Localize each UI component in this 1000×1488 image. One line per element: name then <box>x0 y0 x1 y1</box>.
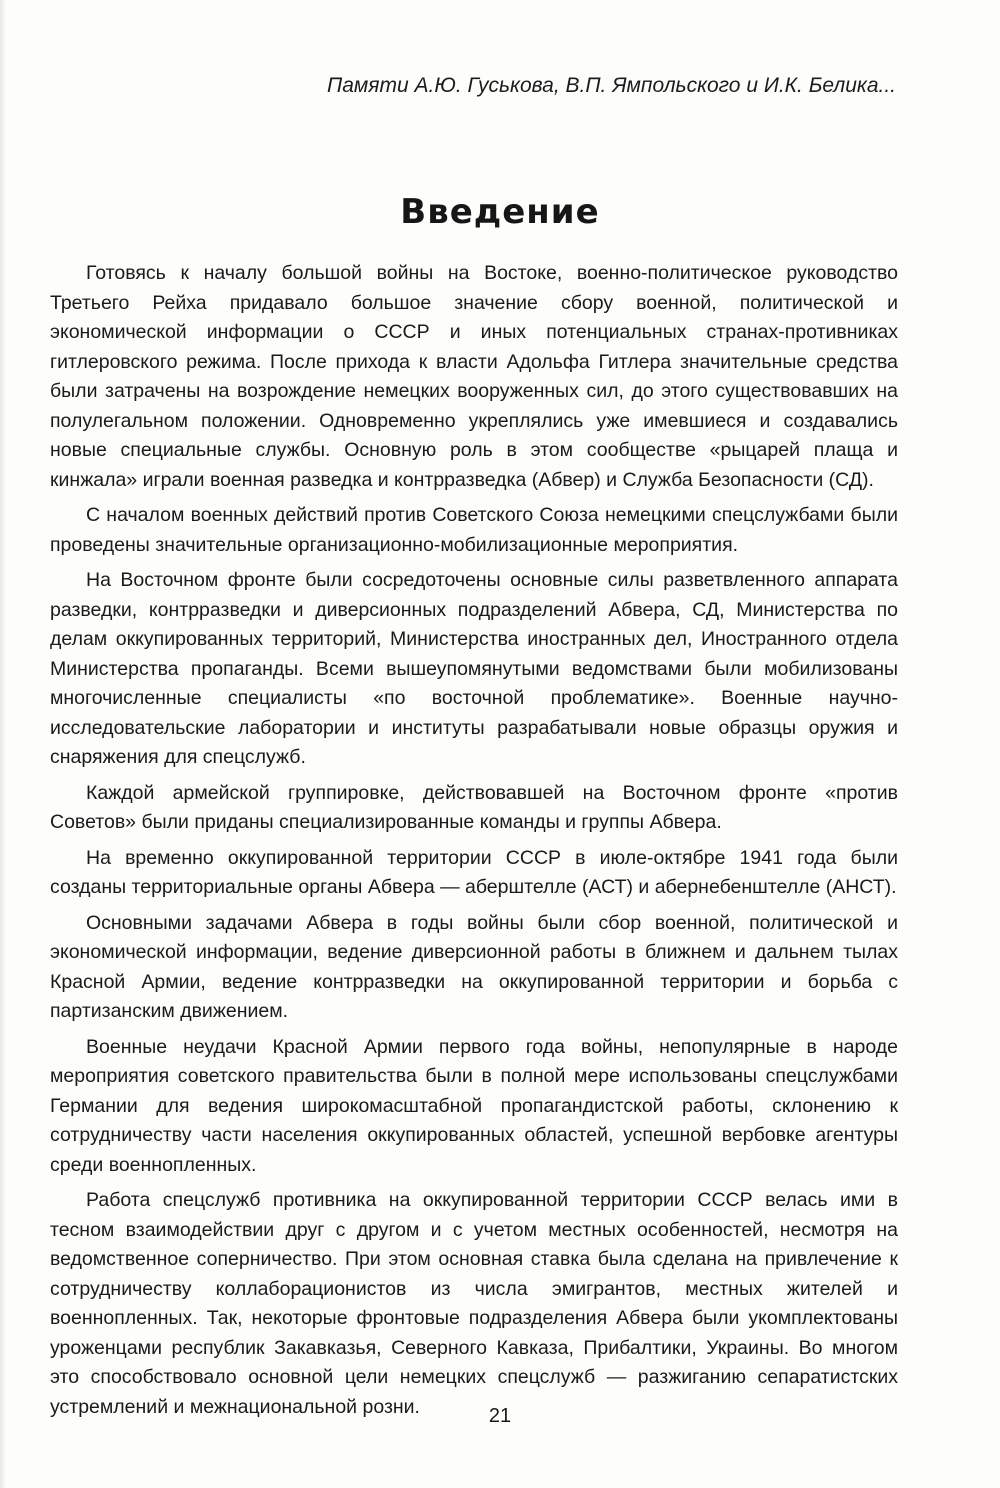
paragraph: Работа спецслужб противника на оккупированной территории СССР велась ими в тесном взаимодействии друг с другом и с учетом местных особенностей, несмотря на ведомственное соперничество. При этом основная ставка была сделана на привлечение к сотрудничеству коллаборационистов из числа эмигрантов, местных жителей и военнопленных. Так, некоторые фронтовые подразделения Абвера были укомплектованы уроженцами республик Закавказья, Северного Кавказа, Прибалтики, Украины. Во многом это способствовало основной цели немецких спецслужб — разжиганию сепаратистских устремлений и межнациональной розни. <box>50 1189 898 1418</box>
paragraph: Военные неудачи Красной Армии первого года войны, непопулярные в народе мероприятия советского правительства были в полной мере использованы спецслужбами Германии для ведения широкомасштабной пропагандистской работы, склонению к сотрудничеству части населения оккупированных областей, успешной вербовке агентуры среди военнопленных. <box>50 1035 898 1176</box>
running-header: Памяти А.Ю. Гуськова, В.П. Ямпольского и И.К. Белика... <box>327 74 896 97</box>
page-number: 21 <box>488 1405 512 1427</box>
paragraph: С началом военных действий против Советского Союза немецкими спецслужбами были проведены значительные организационно-мобилизационные мероприятия. <box>50 504 898 556</box>
paragraph: На Восточном фронте были сосредоточены основные силы разветвленного аппарата разведки, контрразведки и диверсионных подразделений Абвера, СД, Министерства по делам оккупированных территорий, Министерства иностранных дел, Иностранного отдела Министерства пропаганды. Всеми вышеупомянутыми ведомствами были мобилизованы многочисленные специалисты «по восточной проблематике». Военные научно-исследовательские лаборатории и институты разрабатывали новые образцы оружия и снаряжения для спецслужб. <box>50 569 898 768</box>
paragraph: Основными задачами Абвера в годы войны были сбор военной, политической и экономической информации, ведение диверсионной работы в ближнем и дальнем тылах Красной Армии, ведение контрразведки на оккупированной территории и борьба с партизанским движением. <box>50 911 898 1022</box>
paragraph: На временно оккупированной территории СССР в июле-октябре 1941 года были созданы территориальные органы Абвера — аберштелле (АСТ) и абернебенштелле (АНСТ). <box>50 846 898 898</box>
paragraph: Каждой армейской группировке, действовавшей на Восточном фронте «против Советов» были приданы специализированные команды и группы Абвера. <box>50 781 898 833</box>
paragraph: Готовясь к началу большой войны на Востоке, военно-политическое руководство Третьего Рейха придавало большое значение сбору военной, политической и экономической информации о СССР и иных потенциальных странах-противниках гитлеровского режима. После прихода к власти Адольфа Гитлера значительные средства были затрачены на возрождение немецких вооруженных сил, до этого существовавших на полулегальном положении. Одновременно укреплялись уже имевшиеся и создавались новые специальные службы. Основную роль в этом сообществе «рыцарей плаща и кинжала» играли военная разведка и контрразведка (Абвер) и Служба Безопасности (СД). <box>50 262 898 491</box>
body-text <box>50 259 898 1428</box>
chapter-title: Введение <box>400 192 600 232</box>
